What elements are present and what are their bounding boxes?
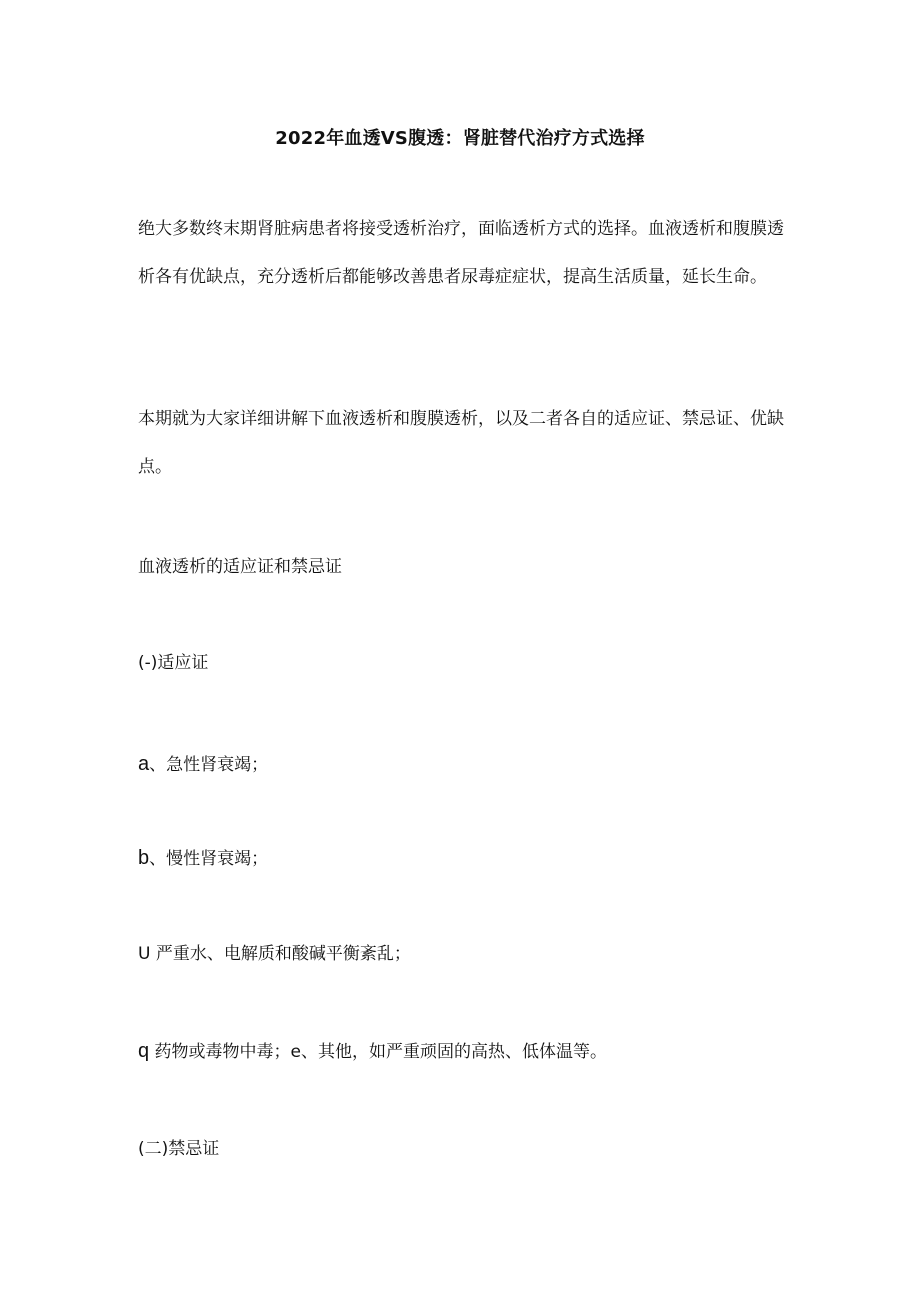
subsection-indications: (-)适应证 (138, 653, 209, 673)
list-item (138, 750, 268, 776)
list-item-marker: q (138, 1040, 150, 1062)
list-item-marker: a (138, 753, 150, 775)
list-item-text: 药物或毒物中毒；e、其他，如严重顽固的高热、低体温等。 (154, 1042, 607, 1062)
document-title: 2022年血透VS腹透：肾脏替代治疗方式选择 (275, 128, 645, 149)
section-heading: 血液透析的适应证和禁忌证 (138, 557, 342, 577)
list-item (138, 1037, 607, 1063)
intro-paragraph: 绝大多数终末期肾脏病患者将接受透析治疗，面临透析方式的选择。血液透析和腹膜透析各有优缺点，充分透析后都能够改善患者尿毒症症状，提高生活质量，延长生命。 (138, 219, 784, 287)
list-item-text: 、急性肾衰竭； (149, 755, 269, 775)
list-item-marker: U (138, 944, 151, 964)
list-item-marker: b (138, 847, 150, 869)
second-paragraph: 本期就为大家详细讲解下血液透析和腹膜透析，以及二者各自的适应证、禁忌证、优缺点。 (138, 409, 784, 477)
subsection-contraindications: (二)禁忌证 (138, 1139, 220, 1159)
list-item-text: 、慢性肾衰竭； (149, 849, 269, 869)
list-item (138, 844, 268, 870)
list-item (138, 939, 411, 964)
list-item-text: 严重水、电解质和酸碱平衡紊乱； (155, 944, 411, 964)
